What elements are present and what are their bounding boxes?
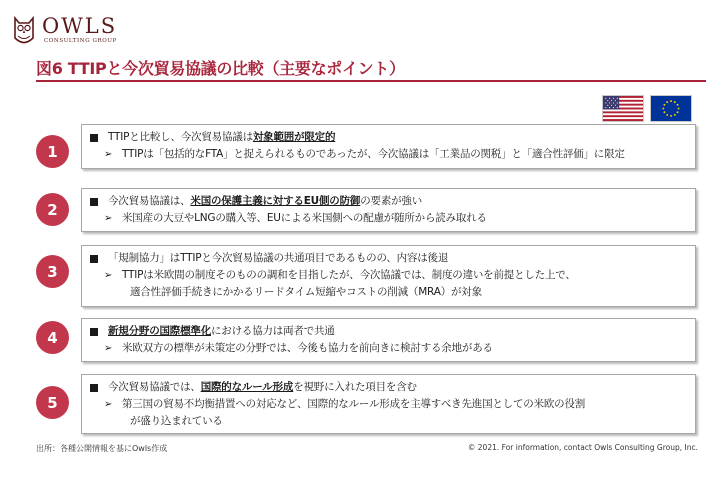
highlight-text: 米国の保護主義に対するEU側の防御	[190, 195, 361, 207]
company-logo	[10, 12, 130, 52]
point-main-text: 今次貿易協議では、国際的なルール形成を視野に入れた項目を含む	[90, 379, 687, 396]
point-main-text: TTIPと比較し、今次貿易協議は対象範囲が限定的	[90, 129, 687, 146]
logo-brand: OWLS	[42, 14, 118, 38]
eu-flag-icon	[650, 95, 692, 122]
square-bullet-icon	[90, 328, 98, 336]
point-box	[81, 374, 696, 434]
point-sub-text: ➢ 米国産の大豆やLNGの購入等、EUによる米国側への配慮が随所から読み取れる	[90, 210, 687, 227]
point-number-badge: 3	[36, 255, 69, 288]
arrow-bullet-icon: ➢	[104, 213, 113, 224]
highlight-text: 国際的なルール形成	[200, 381, 294, 393]
owl-icon	[10, 14, 38, 48]
square-bullet-icon	[90, 384, 98, 392]
point-box	[81, 245, 696, 307]
point-box	[81, 124, 696, 169]
point-main-text: 今次貿易協議は、米国の保護主義に対するEU側の防御の要素が強い	[90, 193, 687, 210]
square-bullet-icon	[90, 198, 98, 206]
point-box	[81, 188, 696, 232]
source-note: 出所：各種公開情報を基にOwls作成	[36, 444, 168, 453]
point-sub-text: ➢ 米欧双方の標準が未策定の分野では、今後も協力を前向きに検討する余地がある	[90, 340, 687, 357]
point-main-text: 「規制協力」はTTIPと今次貿易協議の共通項目であるものの、内容は後退	[90, 250, 687, 267]
point-sub-text-continued: が盛り込まれている	[130, 415, 223, 427]
point-sub-text: ➢ TTIPは米欧間の制度そのものの調和を目指したが、今次協議では、制度の違いを前提とした上で、	[90, 267, 687, 284]
point-main-text: 新規分野の国際標準化における協力は両者で共通	[90, 323, 687, 340]
logo-subtitle: CONSULTING GROUP	[44, 38, 117, 44]
square-bullet-icon	[90, 255, 98, 263]
us-flag-icon	[602, 95, 644, 122]
arrow-bullet-icon: ➢	[104, 270, 113, 281]
highlight-text: 新規分野の国際標準化	[108, 325, 211, 337]
point-box	[81, 318, 696, 362]
point-number-badge: 5	[36, 386, 69, 419]
arrow-bullet-icon: ➢	[104, 399, 113, 410]
highlight-text: 対象範囲が限定的	[252, 131, 336, 143]
point-sub-text-continued: 適合性評価手続きにかかるリードタイム短縮やコストの削減（MRA）が対象	[130, 286, 482, 298]
page-title: 図6 TTIPと今次貿易協議の比較（主要なポイント）	[36, 59, 405, 78]
square-bullet-icon	[90, 134, 98, 142]
title-divider	[36, 80, 706, 82]
arrow-bullet-icon: ➢	[104, 149, 113, 160]
copyright-notice: © 2021. For information, contact Owls Consulting Group, Inc.	[467, 443, 698, 452]
point-number-badge: 4	[36, 321, 69, 354]
point-number-badge: 1	[36, 135, 69, 168]
point-sub-text: ➢ 第三国の貿易不均衡措置への対応など、国際的なルール形成を主導すべき先進国としての米欧の役割	[90, 396, 687, 413]
arrow-bullet-icon: ➢	[104, 343, 113, 354]
point-number-badge: 2	[36, 193, 69, 226]
point-sub-text: ➢ TTIPは「包括的なFTA」と捉えられるものであったが、今次協議は「工業品の関税」と「適合性評価」に限定	[90, 146, 687, 163]
